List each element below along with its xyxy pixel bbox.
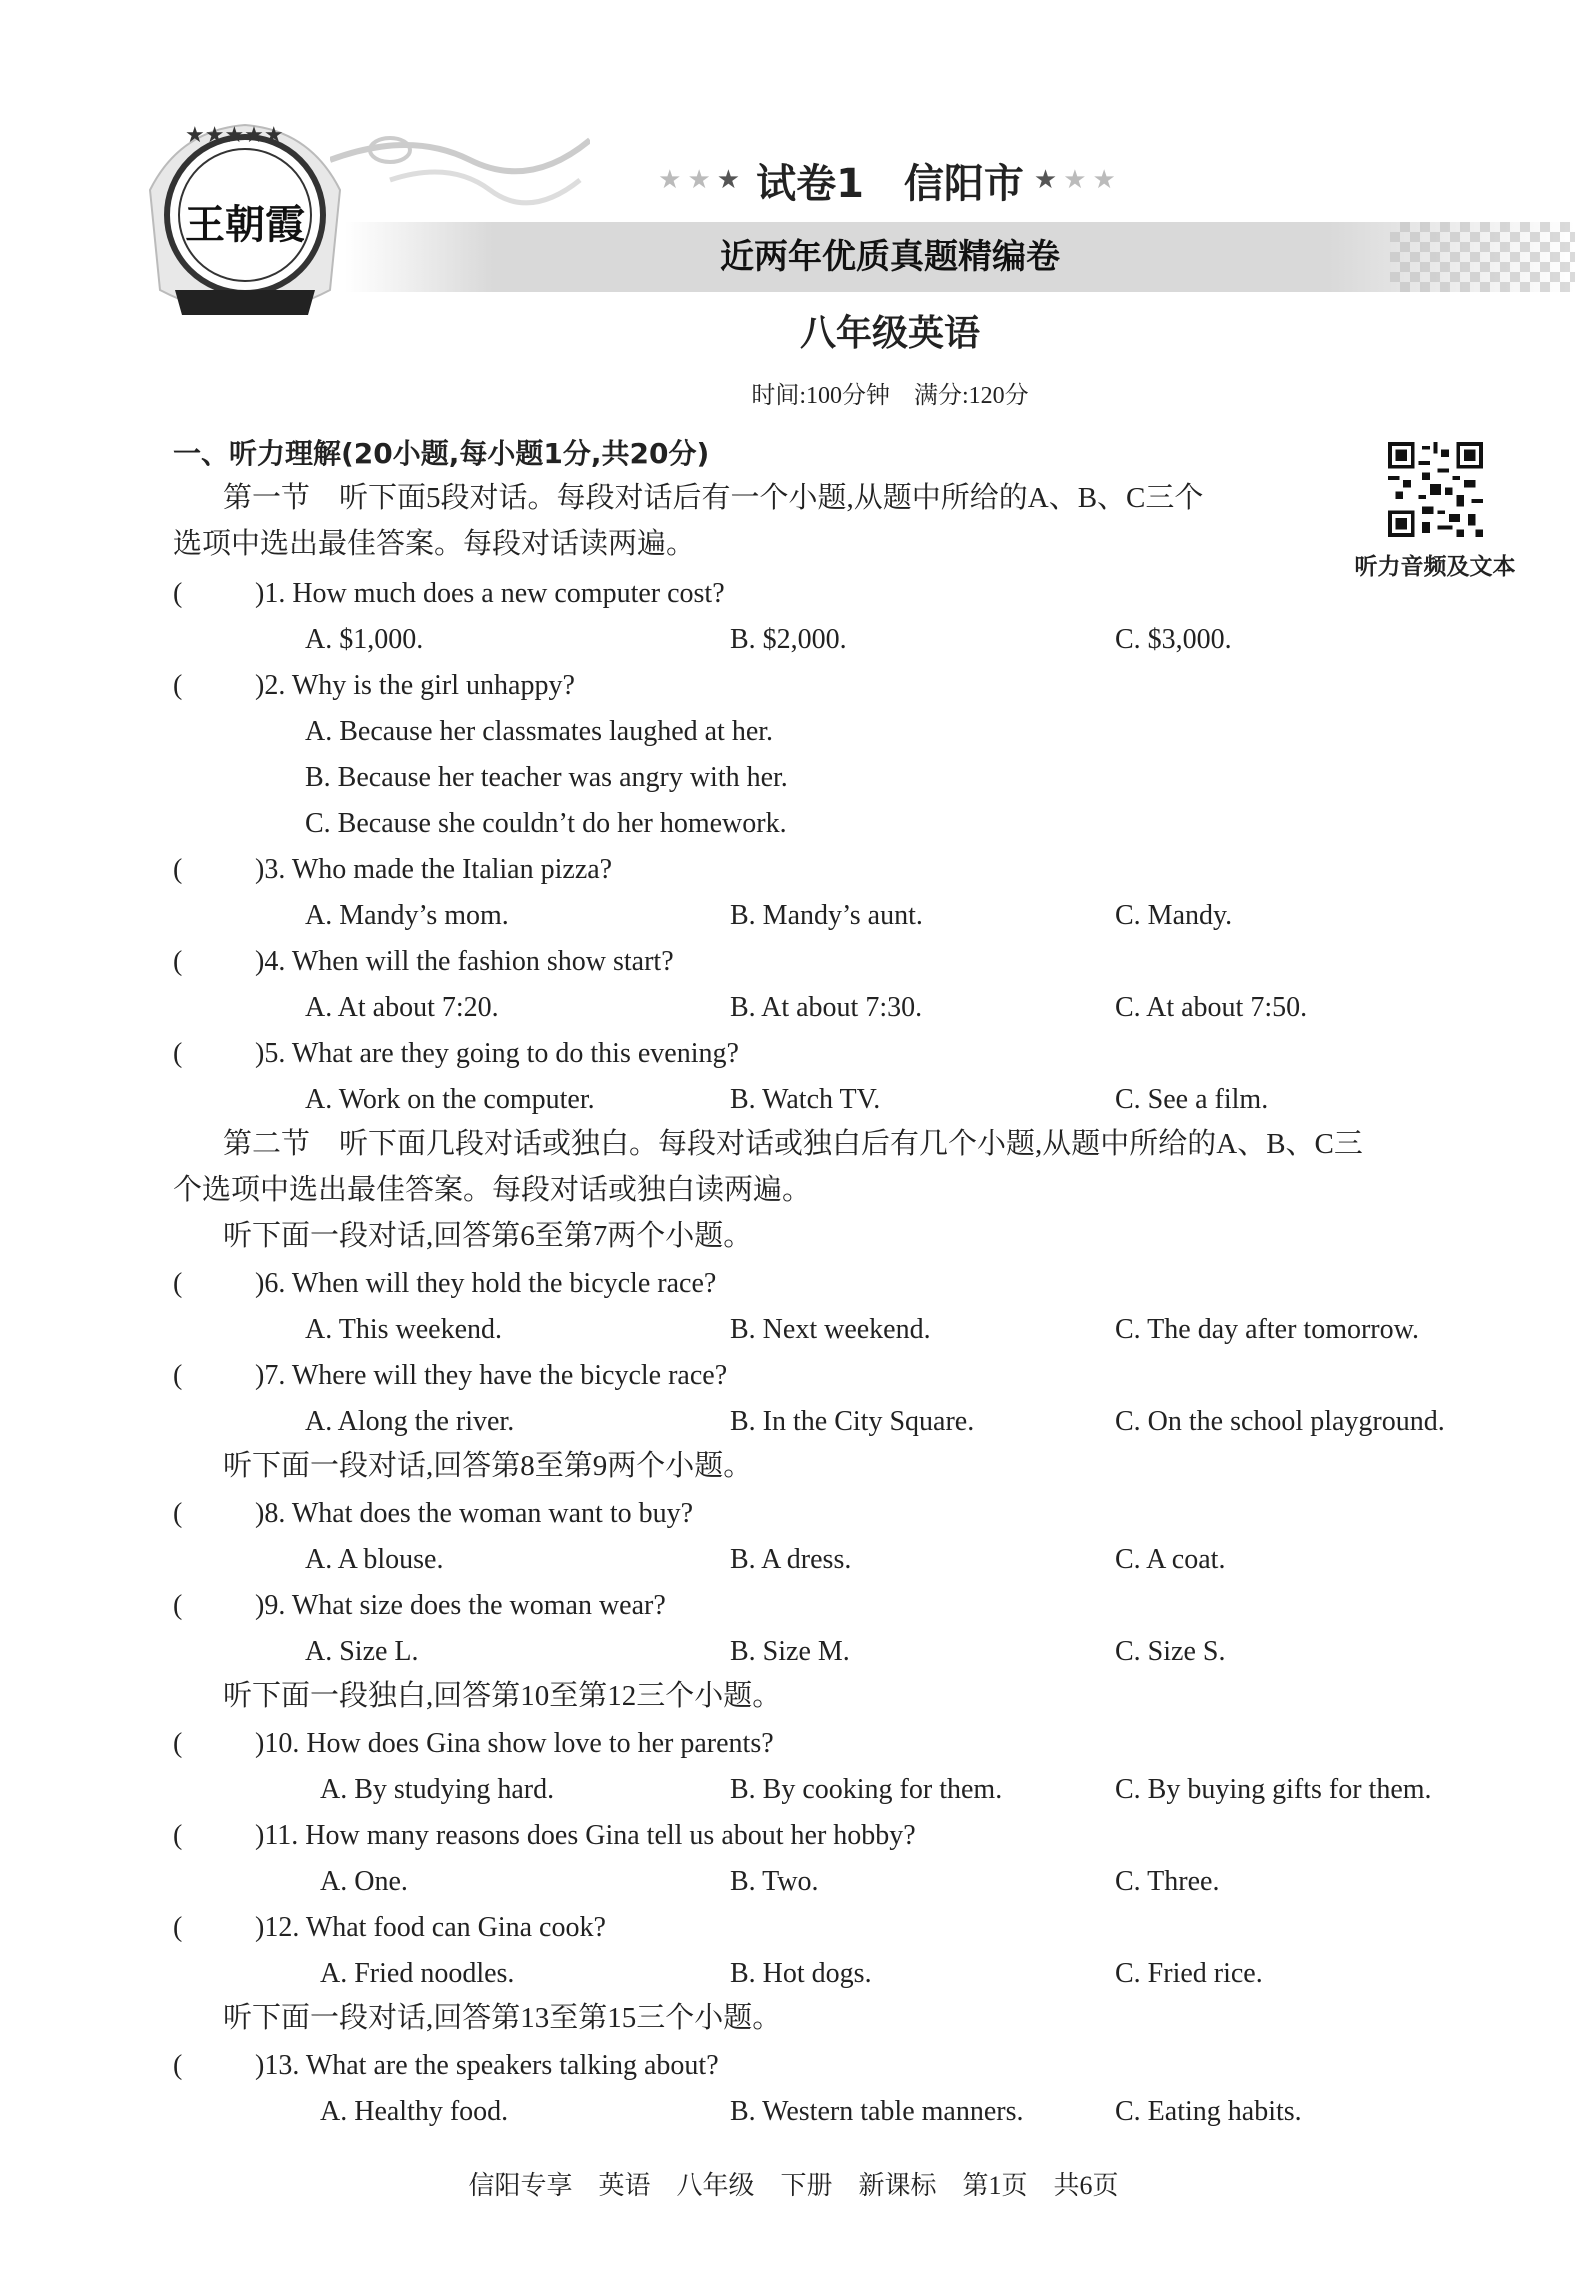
part2-instruction-line2: 个选项中选出最佳答案。每段对话或独白读两遍。 [173, 1174, 812, 1206]
paper-title [640, 150, 1140, 210]
question-stem: )9. What size does the woman wear? [255, 1590, 666, 1621]
option-c: C. The day after tomorrow. [1115, 1314, 1420, 1345]
svg-text:★★★★★: ★★★★★ [185, 122, 284, 147]
option-c: C. Mandy. [1115, 900, 1233, 931]
answer-blank[interactable]: ( [173, 1912, 183, 1943]
option-c: C. At about 7:50. [1115, 992, 1308, 1023]
stars-right-icon: ★★★ [1033, 165, 1122, 195]
instruction-8-9: 听下面一段对话,回答第8至第9两个小题。 [223, 1450, 753, 1482]
answer-blank[interactable]: ( [173, 1820, 183, 1851]
answer-blank[interactable]: ( [173, 2050, 183, 2081]
question-stem: )5. What are they going to do this evening? [255, 1038, 739, 1069]
option-b: B. Western table manners. [730, 2096, 1024, 2127]
option-b: B. Size M. [730, 1636, 850, 1667]
question-stem: )11. How many reasons does Gina tell us about her hobby? [255, 1820, 916, 1851]
option-c: C. See a film. [1115, 1084, 1269, 1115]
option-b: B. Watch TV. [730, 1084, 881, 1115]
option-b: B. Mandy’s aunt. [730, 900, 923, 931]
time-info: 时间:100分钟 满分:120分 [751, 383, 1029, 409]
option-c: C. Three. [1115, 1866, 1220, 1897]
answer-blank[interactable]: ( [173, 1498, 183, 1529]
question-stem: )6. When will they hold the bicycle race? [255, 1268, 717, 1299]
option-a: A. Fried noodles. [320, 1958, 515, 1989]
option-b: B. Because her teacher was angry with her. [305, 762, 788, 793]
option-a: A. A blouse. [305, 1544, 444, 1575]
qr-code-icon[interactable] [1388, 442, 1483, 537]
option-b: B. Two. [730, 1866, 819, 1897]
option-c: C. $3,000. [1115, 624, 1232, 655]
logo-text: 王朝霞 [185, 201, 305, 248]
option-a: A. $1,000. [305, 624, 424, 655]
answer-blank[interactable]: ( [173, 1360, 183, 1391]
grade-subject: 八年级英语 [799, 313, 980, 354]
option-c: C. Fried rice. [1115, 1958, 1263, 1989]
option-a: A. Because her classmates laughed at her. [305, 716, 774, 747]
part1-instruction-line1: 第一节 听下面5段对话。每段对话后有一个小题,从题中所给的A、B、C三个 [223, 482, 1204, 514]
answer-blank[interactable]: ( [173, 946, 183, 977]
option-a: A. By studying hard. [320, 1774, 555, 1805]
option-b: B. By cooking for them. [730, 1774, 1003, 1805]
question-stem: )13. What are the speakers talking about? [255, 2050, 719, 2081]
instruction-10-12: 听下面一段独白,回答第10至第12三个小题。 [223, 1680, 782, 1712]
option-c: C. By buying gifts for them. [1115, 1774, 1432, 1805]
option-c: C. Eating habits. [1115, 2096, 1302, 2127]
answer-blank[interactable]: ( [173, 1728, 183, 1759]
page-footer: 信阳专享 英语 八年级 下册 新课标 第1页 共6页 [468, 2171, 1119, 2200]
question-stem: )3. Who made the Italian pizza? [255, 854, 613, 885]
answer-blank[interactable]: ( [173, 854, 183, 885]
answer-blank[interactable]: ( [173, 1590, 183, 1621]
answer-blank[interactable]: ( [173, 670, 183, 701]
option-c: C. A coat. [1115, 1544, 1226, 1575]
question-stem: )1. How much does a new computer cost? [255, 578, 725, 609]
option-b: B. Hot dogs. [730, 1958, 872, 1989]
option-a: A. Along the river. [305, 1406, 515, 1437]
question-stem: )7. Where will they have the bicycle race? [255, 1360, 728, 1391]
publisher-logo [140, 120, 350, 335]
option-a: A. Mandy’s mom. [305, 900, 509, 931]
option-c: C. Because she couldn’t do her homework. [305, 808, 787, 839]
question-stem: )12. What food can Gina cook? [255, 1912, 606, 1943]
option-b: B. $2,000. [730, 624, 847, 655]
section-heading: 一、听力理解(20小题,每小题1分,共20分) [173, 437, 710, 470]
answer-blank[interactable]: ( [173, 578, 183, 609]
option-a: A. Work on the computer. [305, 1084, 595, 1115]
part2-instruction-line1: 第二节 听下面几段对话或独白。每段对话或独白后有几个小题,从题中所给的A、B、C三 [223, 1128, 1363, 1160]
instruction-13-15: 听下面一段对话,回答第13至第15三个小题。 [223, 2002, 782, 2034]
title-text: 试卷1 信阳市 [756, 160, 1024, 207]
option-b: B. Next weekend. [730, 1314, 931, 1345]
checker-decoration [1390, 222, 1575, 292]
option-a: A. One. [320, 1866, 408, 1897]
answer-blank[interactable]: ( [173, 1038, 183, 1069]
question-stem: )8. What does the woman want to buy? [255, 1498, 694, 1529]
question-stem: )10. How does Gina show love to her parents? [255, 1728, 774, 1759]
option-b: B. At about 7:30. [730, 992, 923, 1023]
part1-instruction-line2: 选项中选出最佳答案。每段对话读两遍。 [173, 528, 696, 560]
instruction-6-7: 听下面一段对话,回答第6至第7两个小题。 [223, 1220, 753, 1252]
option-a: A. This weekend. [305, 1314, 502, 1345]
answer-blank[interactable]: ( [173, 1268, 183, 1299]
question-stem: )4. When will the fashion show start? [255, 946, 674, 977]
option-a: A. Healthy food. [320, 2096, 509, 2127]
option-a: A. At about 7:20. [305, 992, 499, 1023]
option-a: A. Size L. [305, 1636, 419, 1667]
option-b: B. A dress. [730, 1544, 852, 1575]
option-c: C. Size S. [1115, 1636, 1226, 1667]
option-c: C. On the school playground. [1115, 1406, 1445, 1437]
question-stem: )2. Why is the girl unhappy? [255, 670, 575, 701]
option-b: B. In the City Square. [730, 1406, 975, 1437]
paper-subtitle: 近两年优质真题精编卷 [720, 237, 1060, 277]
stars-left-icon: ★★★ [658, 165, 747, 195]
qr-label: 听力音频及文本 [1354, 554, 1516, 580]
